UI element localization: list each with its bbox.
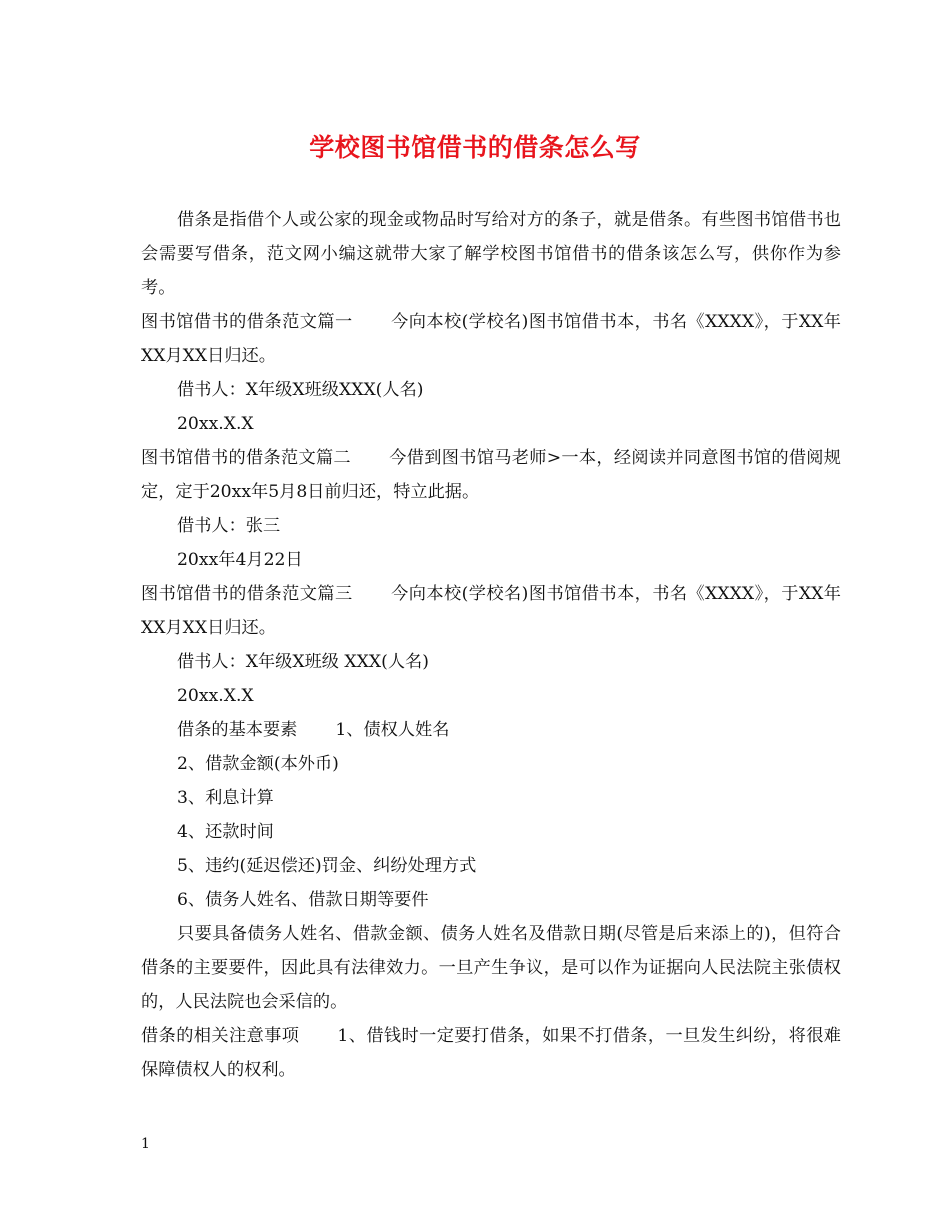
sample1-heading: 图书馆借书的借条范文篇一	[141, 312, 353, 332]
list-item: 3、利息计算	[177, 788, 274, 808]
notes-paragraph	[141, 1019, 841, 1087]
list-item: 6、债务人姓名、借款日期等要件	[177, 890, 429, 910]
sample1-date: 20xx.X.X	[177, 414, 254, 434]
sample2-text: 今借到图书馆马老师>一本，经阅读并同意图书馆的借阅规定，定于20xx年5月8日前归还，特立此据。	[141, 448, 841, 502]
elements-first-line	[141, 713, 841, 747]
sample2-borrower: 借书人：张三	[177, 516, 281, 536]
list-item: 1、债权人姓名	[335, 720, 450, 740]
list-item: 4、还款时间	[177, 822, 274, 842]
sample3-heading: 图书馆借书的借条范文篇三	[141, 584, 353, 604]
list-item: 2、借款金额(本外币)	[177, 754, 339, 774]
sample3-date: 20xx.X.X	[177, 686, 254, 706]
page-number: 1	[141, 1136, 150, 1152]
notes-heading: 借条的相关注意事项	[141, 1026, 300, 1046]
sample3-paragraph	[141, 577, 841, 645]
sample3-borrower: 借书人：X年级X班级 XXX(人名)	[177, 652, 429, 672]
sample2-heading: 图书馆借书的借条范文篇二	[141, 448, 351, 468]
sample2-paragraph	[141, 441, 841, 509]
document-body	[141, 203, 841, 1087]
document-title: 学校图书馆借书的借条怎么写	[309, 133, 641, 162]
sample1-borrower: 借书人：X年级X班级XXX(人名)	[177, 380, 424, 400]
notes-text: 1、借钱时一定要打借条，如果不打借条，一旦发生纠纷，将很难保障债权人的权利。	[141, 1026, 841, 1080]
sample2-date: 20xx年4月22日	[177, 550, 303, 570]
elements-note-paragraph: 只要具备债务人姓名、借款金额、债务人姓名及借款日期(尽管是后来添上的)，但符合借条的主要要件，因此具有法律效力。一旦产生争议，是可以作为证据向人民法院主张债权的，人民法院也会采信的。	[141, 924, 841, 1012]
sample1-text: 今向本校(学校名)图书馆借书本，书名《XXXX》，于XX年XX月XX日归还。	[141, 312, 841, 366]
intro-paragraph: 借条是指借个人或公家的现金或物品时写给对方的条子，就是借条。有些图书馆借书也会需要写借条，范文网小编这就带大家了解学校图书馆借书的借条该怎么写，供你作为参考。	[141, 210, 841, 298]
sample3-text: 今向本校(学校名)图书馆借书本，书名《XXXX》，于XX年XX月XX日归还。	[141, 584, 841, 638]
elements-heading: 借条的基本要素	[177, 720, 298, 740]
sample1-paragraph	[141, 305, 841, 373]
list-item: 5、违约(延迟偿还)罚金、纠纷处理方式	[177, 856, 477, 876]
